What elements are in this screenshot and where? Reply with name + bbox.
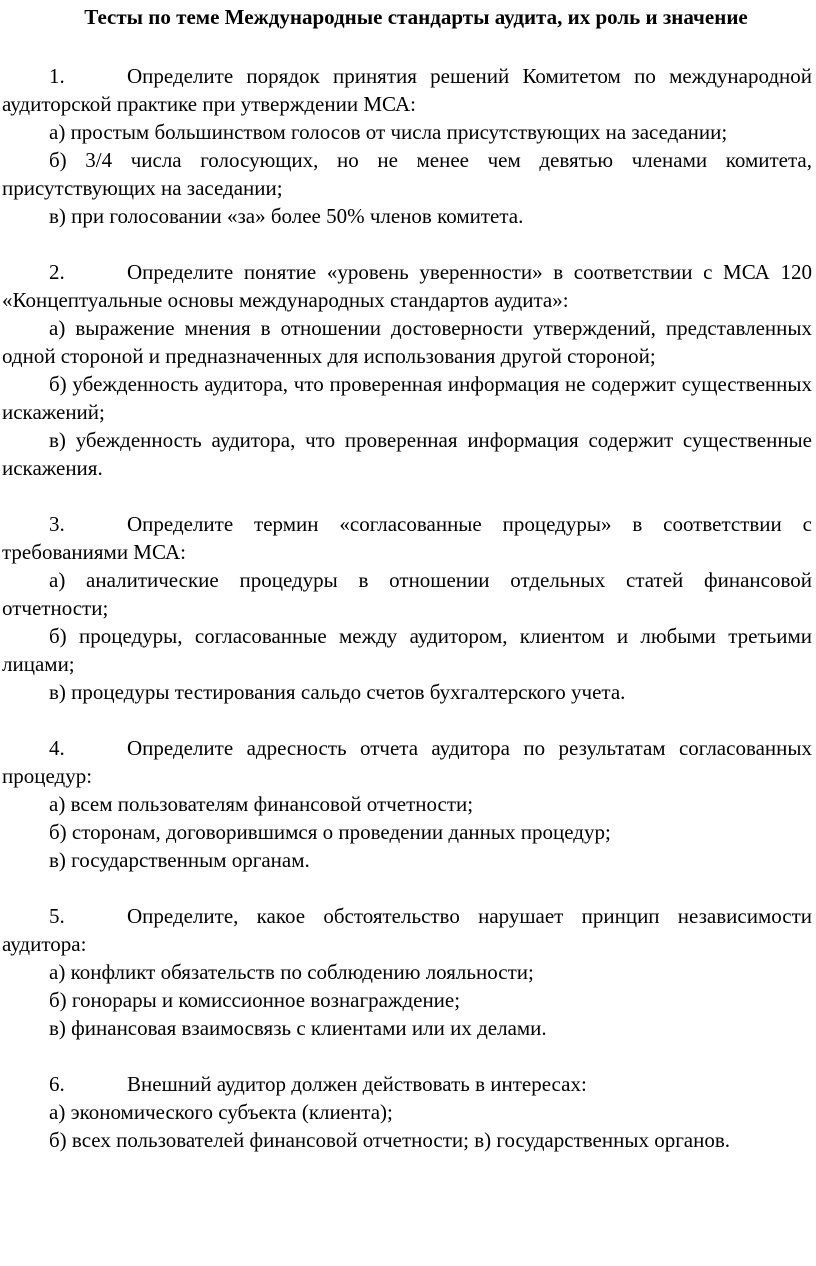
answer-option: а) аналитические процедуры в отношении отдельных статей финансовой отчетности; [2,568,812,620]
answer-option: б) убежденность аудитора, что проверенная информация не содержит существенных искажений; [2,372,812,424]
question-text [2,62,812,118]
question-body: Определите термин «согласованные процедуры» в соответствии с требованиями МСА: [2,512,812,564]
question-number: 6. [49,1072,65,1096]
question-body: Определите порядок принятия решений Комитетом по международной аудиторской практике при утверждении МСА: [2,64,812,116]
question-body: Определите понятие «уровень уверенности» в соответствии с МСА 120 «Концептуальные основы международных стандартов аудита»: [2,260,812,312]
answer-option: б) сторонам, договорившимся о проведении данных процедур; [49,820,611,844]
answer-option: а) экономического субъекта (клиента); [49,1100,393,1124]
question-3 [2,510,812,706]
question-6 [2,1070,812,1154]
question-body: Определите, какое обстоятельство нарушает принцип независимости аудитора: [2,904,812,956]
question-number: 3. [49,512,65,536]
question-number: 5. [49,904,65,928]
answer-option: а) выражение мнения в отношении достоверности утверждений, представленных одной стороной и предназначенных для использования другой стороной; [2,316,812,368]
answer-option: а) простым большинством голосов от числа присутствующих на заседании; [49,120,728,144]
question-text [2,1070,812,1098]
question-text [2,510,812,566]
answer-option: в) государственным органам. [49,848,310,872]
question-number: 4. [49,736,65,760]
answer-option: а) конфликт обязательств по соблюдению лояльности; [49,960,534,984]
question-body: Определите адресность отчета аудитора по результатам согласованных процедур: [2,736,812,788]
question-text [2,258,812,314]
answer-option: б) всех пользователей финансовой отчетности; в) государственных органов. [49,1128,731,1152]
question-body: Внешний аудитор должен действовать в интересах: [127,1072,587,1096]
answer-option: в) при голосовании «за» более 50% членов комитета. [49,204,524,228]
answer-option: б) процедуры, согласованные между аудитором, клиентом и любыми третьими лицами; [2,624,812,676]
answer-option: в) убежденность аудитора, что проверенная информация содержит существенные искажения. [2,428,812,480]
question-4 [2,734,812,874]
question-number: 2. [49,260,65,284]
question-2 [2,258,812,482]
answer-option: в) процедуры тестирования сальдо счетов бухгалтерского учета. [49,680,626,704]
answer-option: б) гонорары и комиссионное вознаграждение; [49,988,461,1012]
document-title: Тесты по теме Международные стандарты аудита, их роль и значение [84,5,748,29]
question-5 [2,902,812,1042]
question-number: 1. [49,64,65,88]
answer-option: б) 3/4 числа голосующих, но не менее чем девятью членами комитета, присутствующих на заседании; [2,148,812,200]
answer-option: а) всем пользователям финансовой отчетности; [49,792,474,816]
question-text [2,902,812,958]
answer-option: в) финансовая взаимосвязь с клиентами или их делами. [49,1016,547,1040]
question-text [2,734,812,790]
question-1 [2,62,812,230]
